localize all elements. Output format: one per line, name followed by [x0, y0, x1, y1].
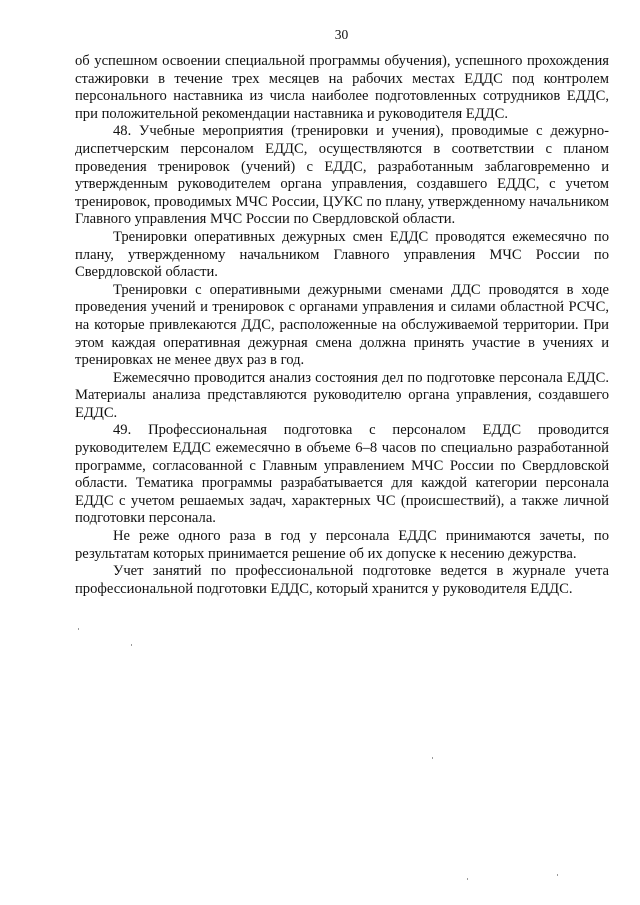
paragraph-annual-tests: Не реже одного раза в год у персонала ЕДДС принимаются зачеты, по результатам которых принимается решение об их допуске к несению дежурства. [75, 528, 609, 562]
paragraph-item-49: 49. Профессиональная подготовка с персоналом ЕДДС проводится руководителем ЕДДС ежемесячно в объеме 6–8 часов по специально разработанной программе, согласованной с Главным управлением МЧС России по Свердловской области. Тематика программы разрабатывается для каждой категории персонала ЕДДС с учетом решаемых задач, характерных ЧС (происшествий), а также личной подготовки персонала. [75, 422, 609, 527]
scan-speck [432, 757, 433, 759]
paragraph-edds-shift-training: Тренировки оперативных дежурных смен ЕДДС проводятся ежемесячно по плану, утвержденному начальником Главного управления МЧС России по Свердловской области. [75, 228, 609, 281]
paragraph-continuation: об успешном освоении специальной программы обучения), успешного прохождения стажировки в течение трех месяцев на рабочих местах ЕДДС под контролем персонального наставника из числа наиболее подготовленных сотрудников ЕДДС, при положительной рекомендации наставника и руководителя ЕДДС. [75, 53, 609, 122]
scan-speck [467, 878, 468, 880]
paragraph-monthly-analysis: Ежемесячно проводится анализ состояния дел по подготовке персонала ЕДДС. Материалы анализа представляются руководителю органа управления, создавшего ЕДДС. [75, 369, 609, 421]
paragraph-item-48: 48. Учебные мероприятия (тренировки и учения), проводимые с дежурно-диспетчерским персоналом ЕДДС, осуществляются в соответствии с планом проведения тренировок (учений) с ЕДДС, разработанным заблаговременно и утвержденным руководителем органа управления, создавшего ЕДДС, с учетом тренировок, проводимых МЧС России, ЦУКС по плану, утвержденному начальником Главного управления МЧС России по Свердловской области. [75, 123, 609, 228]
document-body [75, 53, 609, 598]
paragraph-dds-shift-training: Тренировки с оперативными дежурными сменами ДДС проводятся в ходе проведения учений и тренировок с органами управления и силами областной РСЧС, на которые привлекаются ДДС, расположенные на обслуживаемой территории. При этом каждая оперативная дежурная смена должна принять участие в учениях и тренировках не менее двух раз в год. [75, 281, 609, 369]
page-number: 30 [334, 27, 349, 42]
scan-speck [131, 644, 132, 646]
scan-speck [78, 628, 79, 630]
paragraph-training-log: Учет занятий по профессиональной подготовке ведется в журнале учета профессиональной подготовки ЕДДС, который хранится у руководителя ЕДДС. [75, 563, 609, 597]
scan-speck [557, 874, 558, 876]
